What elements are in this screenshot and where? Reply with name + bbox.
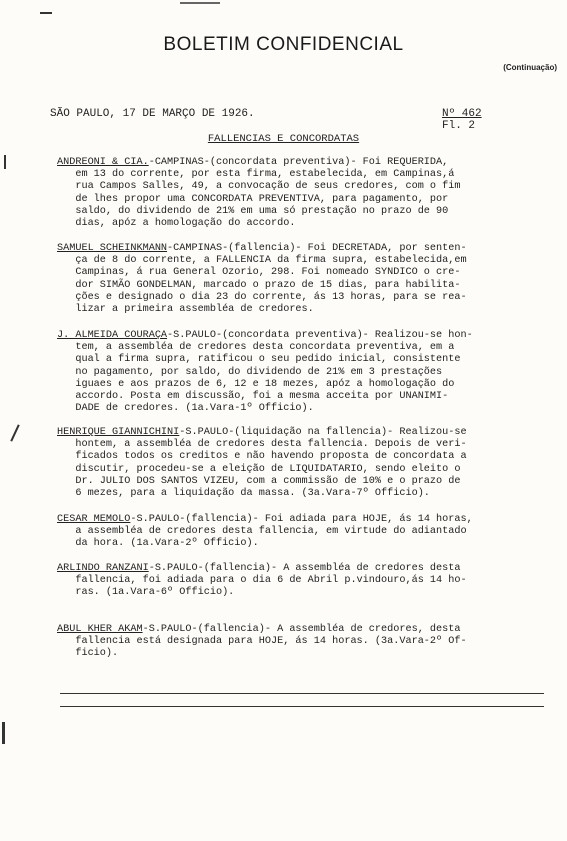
entry-name: CESAR MEMOLO	[57, 514, 131, 525]
entry-name: HENRIQUE GIANNICHINI	[57, 427, 180, 438]
closing-rule-top	[60, 693, 544, 694]
bulletin-number-label: Nº 462	[442, 108, 482, 120]
section-title: FALLENCIAS E CONCORDATAS	[207, 133, 360, 145]
top-speck	[180, 2, 220, 4]
entry-giannichini	[57, 427, 545, 500]
entry-text: -S.PAULO-(fallencia)- Foi adiada para HOJE, ás 14 horas, a assembléa de credores desta fallencia, em virtude do adiantado da hora. (1a.Vara-2º Officio).	[75, 514, 473, 550]
entry-andreoni	[57, 157, 545, 230]
entry-name: ARLINDO RANZANI	[57, 563, 149, 574]
document-title: BOLETIM CONFIDENCIAL	[163, 34, 404, 55]
bulletin-number	[442, 108, 482, 132]
top-speck	[40, 12, 52, 14]
entry-akam	[57, 624, 545, 661]
margin-mark	[2, 722, 5, 744]
margin-mark	[10, 424, 19, 441]
entry-memolo	[57, 514, 545, 551]
closing-rule-bottom	[60, 706, 544, 707]
entry-text: -CAMPINAS-(concordata preventiva)- Foi REQUERIDA, em 13 do corrente, por esta firma, estabelecida, em Campinas,á rua Campos Salles, 49, a convocação de seus credores, com o fim de lhes propor uma CONCORDATA PREVENTIVA, para pagamento, por saldo, do dividendo de 21% em uma só prestação no prazo de 90 dias, apóz a homologação do accordo.	[75, 157, 461, 230]
entry-almeida-couraca	[57, 330, 545, 415]
entry-text: -S.PAULO-(liquidação na fallencia)- Realizou-se hontem, a assembléa de credores desta fallencia. Depois de veri- ficados todos os creditos e não havendo proposta de concordata a discutir, procedeu-se a eleição de LIQUIDATARIO, sendo eleito o Dr. JULIO DOS SANTOS VIZEU, com a commissão de 10% e o prazo de 6 mezes, para a liquidação da massa. (3a.Vara-7º Officio).	[75, 427, 467, 500]
continuation-label: (Continuação)	[503, 63, 557, 72]
entry-name: J. ALMEIDA COURAÇA	[57, 330, 168, 341]
dateline: SÃO PAULO, 17 DE MARÇO DE 1926.	[50, 108, 255, 120]
entry-name: ANDREONI & CIA.	[57, 157, 149, 168]
margin-mark	[4, 155, 6, 169]
entry-name: SAMUEL SCHEINKMANN	[57, 243, 168, 254]
entry-name: ABUL KHER AKAM	[57, 624, 143, 635]
entry-text: -S.PAULO-(fallencia)- A assembléa de credores desta fallencia, foi adiada para o dia 6 de Abril p.vindouro,ás 14 ho- ras. (1a.Vara-6º Officio).	[75, 563, 467, 599]
entry-ranzani	[57, 563, 545, 600]
entry-scheinkmann	[57, 243, 545, 316]
entry-text: -S.PAULO-(concordata preventiva)- Realizou-se hon- tem, a assembléa de credores desta concordata preventiva, em a qual a firma supra, ratificou o seu pedido inicial, consistente no pagamento, por saldo, do dividendo de 21% em 3 prestações iguaes e aos prazos de 6, 12 e 18 mezes, apóz a homologação do accordo. Posta em discussão, foi a mesma acceita por UNANIMI- DADE de credores. (1a.Vara-1º Officio).	[75, 330, 473, 415]
entry-text: -S.PAULO-(fallencia)- A assembléa de credores, desta fallencia está designada para HOJE, ás 14 horas. (3a.Vara-2º Of- ficio).	[75, 624, 467, 660]
entry-text: -CAMPINAS-(fallencia)- Foi DECRETADA, por senten- ça de 8 do corrente, a FALLENCIA da firma supra, estabelecida,em Campinas, á rua General Ozorio, 298. Foi nomeado SYNDICO o cre- dor SIMÃO GONDELMAN, marcado o prazo de 15 dias, para habilita- ções e designado o dia 23 do corrente, ás 13 horas, para se rea- lizar a primeira assembléa de credores.	[75, 243, 467, 316]
sheet-number: Fl. 2	[442, 120, 476, 132]
